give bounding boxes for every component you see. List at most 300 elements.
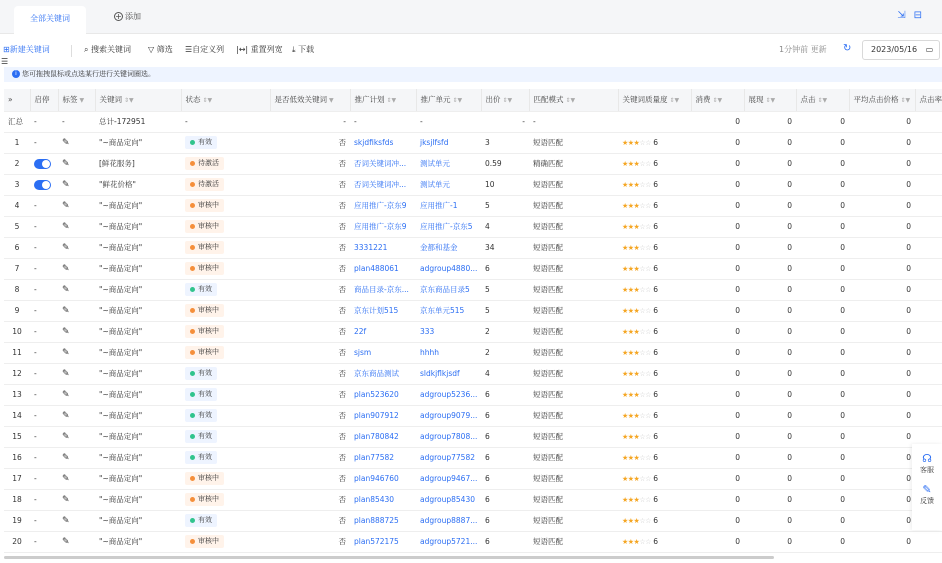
ctr-cell xyxy=(915,363,942,384)
tag-cell[interactable] xyxy=(58,363,95,384)
tag-icon[interactable]: ✎ xyxy=(62,137,70,148)
filter-icon: ▽ xyxy=(148,45,157,54)
toggle-cell: - xyxy=(30,279,58,300)
table-row[interactable] xyxy=(4,132,942,153)
toggle-cell: - xyxy=(30,426,58,447)
refresh-icon[interactable]: ↻ xyxy=(843,43,852,54)
click-cell: 0 xyxy=(796,174,849,195)
status-dot xyxy=(190,308,195,313)
row-number: 15 xyxy=(4,426,30,447)
table-row[interactable] xyxy=(4,468,942,489)
plan-link[interactable]: plan780842 xyxy=(350,426,416,447)
keyword-cell: "~商品定向" xyxy=(95,363,181,384)
quality-stars: ★★★☆☆ xyxy=(622,202,651,210)
avg-click-price-cell: 0 xyxy=(849,195,915,216)
column-header[interactable]: 点击率 xyxy=(915,89,942,111)
ctr-cell xyxy=(915,342,942,363)
table-row[interactable] xyxy=(4,363,942,384)
low-efficiency-cell: 否 xyxy=(270,153,350,174)
show-cell: 0 xyxy=(744,363,796,384)
click-cell: 0 xyxy=(796,510,849,531)
bid-cell[interactable]: 0.59 xyxy=(481,153,529,174)
plan-link[interactable]: plan946760 xyxy=(350,468,416,489)
table-row[interactable] xyxy=(4,237,942,258)
tag-cell[interactable] xyxy=(58,384,95,405)
quality-stars: ★★★☆☆ xyxy=(622,223,651,231)
plan-link[interactable]: plan572175 xyxy=(350,531,416,552)
unit-link[interactable]: 京东单元515 xyxy=(416,300,481,321)
low-efficiency-cell: 否 xyxy=(270,384,350,405)
status-cell xyxy=(181,447,270,468)
show-cell: 0 xyxy=(744,153,796,174)
quality-cell xyxy=(618,510,691,531)
enable-toggle[interactable] xyxy=(34,159,51,169)
bid-cell[interactable]: 6 xyxy=(481,510,529,531)
plan-link[interactable]: plan77582 xyxy=(350,447,416,468)
match-cell: 短语匹配 xyxy=(529,426,618,447)
status-dot xyxy=(190,203,195,208)
bid-cell[interactable]: 6 xyxy=(481,447,529,468)
sort-icon[interactable]: ⇕▼ xyxy=(900,96,911,104)
status-text: 审核中 xyxy=(198,327,219,335)
click-cell: 0 xyxy=(796,216,849,237)
tag-cell[interactable] xyxy=(58,174,95,195)
quality-stars: ★★★☆☆ xyxy=(622,244,651,252)
tag-icon[interactable]: ✎ xyxy=(62,410,70,421)
tag-cell[interactable] xyxy=(58,195,95,216)
bid-cell[interactable]: 6 xyxy=(481,258,529,279)
quality-cell xyxy=(618,531,691,552)
bid-cell[interactable]: 4 xyxy=(481,216,529,237)
feedback-button[interactable] xyxy=(912,483,942,506)
keyword-cell: "~商品定向" xyxy=(95,510,181,531)
tag-icon[interactable]: ✎ xyxy=(62,536,70,547)
status-cell xyxy=(181,363,270,384)
toggle-cell[interactable] xyxy=(30,153,58,174)
column-header[interactable]: 是否低效关键词 ▼ xyxy=(270,89,350,111)
table-row[interactable] xyxy=(4,153,942,174)
bid-cell[interactable]: 6 xyxy=(481,531,529,552)
unit-link[interactable]: adgroup5236... xyxy=(416,384,481,405)
filter-label: 筛选 xyxy=(156,45,173,54)
quality-value: 6 xyxy=(653,495,659,504)
keyword-cell: "~商品定向" xyxy=(95,468,181,489)
tag-icon[interactable]: ✎ xyxy=(62,284,70,295)
plan-link[interactable]: 京东商品测试 xyxy=(350,363,416,384)
tag-icon[interactable]: ✎ xyxy=(62,431,70,442)
tag-cell[interactable] xyxy=(58,531,95,552)
column-header[interactable]: 标签 ▼ xyxy=(58,89,95,111)
column-header[interactable]: 关键词 ⇕▼ xyxy=(95,89,181,111)
plan-link[interactable]: 否词关键词冲... xyxy=(350,153,416,174)
bid-cell[interactable]: 5 xyxy=(481,195,529,216)
sort-icon[interactable]: ⇕▼ xyxy=(386,97,397,105)
consume-cell: 0 xyxy=(691,174,744,195)
click-cell: 0 xyxy=(796,342,849,363)
low-efficiency-cell: 否 xyxy=(270,531,350,552)
consume-cell: 0 xyxy=(691,342,744,363)
match-cell: 短语匹配 xyxy=(529,531,618,552)
row-number: 18 xyxy=(4,489,30,510)
unit-link[interactable]: 333 xyxy=(416,321,481,342)
tag-icon[interactable]: ✎ xyxy=(62,179,70,190)
sort-icon[interactable]: ⇕▼ xyxy=(202,97,213,105)
tag-icon[interactable]: ✎ xyxy=(62,347,70,358)
consume-cell: 0 xyxy=(691,300,744,321)
quality-value: 6 xyxy=(653,243,659,252)
service-label: 客服 xyxy=(920,466,934,474)
avg-click-price-cell: 0 xyxy=(849,468,915,489)
quality-cell xyxy=(618,447,691,468)
table-row[interactable] xyxy=(4,195,942,216)
toggle-cell[interactable] xyxy=(30,174,58,195)
new-keyword-button[interactable] xyxy=(3,44,50,55)
table-row[interactable] xyxy=(4,426,942,447)
bid-cell[interactable]: 2 xyxy=(481,321,529,342)
tag-icon[interactable]: ✎ xyxy=(62,326,70,337)
keyword-cell: "~商品定向" xyxy=(95,132,181,153)
tag-cell[interactable] xyxy=(58,342,95,363)
sort-icon[interactable]: ⇕▼ xyxy=(124,97,134,105)
unit-link[interactable]: adgroup4880... xyxy=(416,258,481,279)
keyword-cell: "~商品定向" xyxy=(95,216,181,237)
quality-cell xyxy=(618,363,691,384)
toggle-cell: - xyxy=(30,405,58,426)
status-dot xyxy=(190,497,195,502)
show-cell: 0 xyxy=(744,468,796,489)
tag-cell[interactable] xyxy=(58,405,95,426)
column-header[interactable]: 出价 ⇕▼ xyxy=(481,89,529,111)
low-efficiency-cell: 否 xyxy=(270,468,350,489)
bid-cell[interactable]: 5 xyxy=(481,300,529,321)
bid-cell[interactable]: 6 xyxy=(481,405,529,426)
quality-value: 6 xyxy=(653,180,659,189)
status-dot xyxy=(190,434,195,439)
tag-icon[interactable]: ✎ xyxy=(62,368,70,379)
row-number: 20 xyxy=(4,531,30,552)
info-icon: i xyxy=(12,70,20,78)
ctr-cell xyxy=(915,405,942,426)
unit-link[interactable]: adgroup77582 xyxy=(416,447,481,468)
avg-click-price-cell: 0 xyxy=(849,321,915,342)
quality-stars: ★★★☆☆ xyxy=(622,139,651,147)
download-button[interactable] xyxy=(292,44,314,55)
low-efficiency-cell: 否 xyxy=(270,258,350,279)
show-cell: 0 xyxy=(744,300,796,321)
filter-icon[interactable]: ▼ xyxy=(79,97,85,105)
collapse-icon[interactable]: ⇲ xyxy=(897,10,914,21)
column-header: 启停 xyxy=(30,89,58,111)
match-cell: 短语匹配 xyxy=(529,405,618,426)
bid-cell[interactable]: 6 xyxy=(481,489,529,510)
tag-icon[interactable]: ✎ xyxy=(62,242,70,253)
tag-cell[interactable] xyxy=(58,447,95,468)
bid-cell[interactable]: 34 xyxy=(481,237,529,258)
tag-cell[interactable] xyxy=(58,237,95,258)
status-text: 审核中 xyxy=(198,243,219,251)
tag-icon[interactable]: ✎ xyxy=(62,221,70,232)
summary-low: - xyxy=(270,111,350,132)
summary-avg: 0 xyxy=(849,111,915,132)
plan-link[interactable]: plan488061 xyxy=(350,258,416,279)
tag-cell[interactable] xyxy=(58,258,95,279)
notice-text: 您可拖拽鼠标或点选某行进行关键词圈选。 xyxy=(22,70,155,78)
status-badge xyxy=(185,199,224,212)
custom-columns-button[interactable] xyxy=(185,44,224,55)
show-cell: 0 xyxy=(744,195,796,216)
table-row[interactable] xyxy=(4,216,942,237)
keyword-cell: "~商品定向" xyxy=(95,489,181,510)
plan-link[interactable]: 3331221 xyxy=(350,237,416,258)
bid-cell[interactable]: 5 xyxy=(481,279,529,300)
table-row[interactable] xyxy=(4,489,942,510)
quality-stars: ★★★☆☆ xyxy=(622,454,651,462)
click-cell: 0 xyxy=(796,300,849,321)
date-picker[interactable] xyxy=(862,40,940,60)
avg-click-price-cell: 0 xyxy=(849,489,915,510)
unit-link[interactable]: 测试单元 xyxy=(416,174,481,195)
menu-icon[interactable]: ☰ xyxy=(1,57,9,66)
row-number: 10 xyxy=(4,321,30,342)
unit-link[interactable]: sldkjflkjsdf xyxy=(416,363,481,384)
column-header[interactable]: 平均点击价格 ⇕▼ xyxy=(849,89,915,111)
plan-link[interactable]: plan85430 xyxy=(350,489,416,510)
resize-icon: |↔| xyxy=(236,45,251,54)
tag-cell[interactable] xyxy=(58,510,95,531)
quality-stars: ★★★☆☆ xyxy=(622,538,651,546)
tag-cell[interactable] xyxy=(58,468,95,489)
plan-link[interactable]: 应用推广-京东9 xyxy=(350,216,416,237)
consume-cell: 0 xyxy=(691,447,744,468)
add-tab-label: 添加 xyxy=(125,12,141,21)
show-cell: 0 xyxy=(744,237,796,258)
status-badge xyxy=(185,493,224,506)
click-cell: 0 xyxy=(796,384,849,405)
table-row[interactable] xyxy=(4,384,942,405)
show-cell: 0 xyxy=(744,405,796,426)
table-row[interactable] xyxy=(4,510,942,531)
tab-all-keywords[interactable]: 全部关键词 xyxy=(14,6,86,34)
unit-link[interactable]: 测试单元 xyxy=(416,153,481,174)
bid-cell[interactable]: 2 xyxy=(481,342,529,363)
match-cell: 短语匹配 xyxy=(529,132,618,153)
column-header[interactable]: 匹配模式 ⇕▼ xyxy=(529,89,618,111)
search-label: 搜索关键词 xyxy=(91,45,132,54)
click-cell: 0 xyxy=(796,258,849,279)
tag-icon[interactable]: ✎ xyxy=(62,389,70,400)
unit-link[interactable]: 京东商品目录5 xyxy=(416,279,481,300)
filter-button[interactable] xyxy=(148,44,173,55)
bid-cell[interactable]: 4 xyxy=(481,363,529,384)
sort-icon[interactable]: ⇕▼ xyxy=(502,97,513,105)
unit-link[interactable]: adgroup7808... xyxy=(416,426,481,447)
keyword-table xyxy=(4,89,942,553)
status-dot xyxy=(190,476,195,481)
toggle-cell: - xyxy=(30,237,58,258)
unit-link[interactable]: adgroup85430 xyxy=(416,489,481,510)
tag-cell[interactable] xyxy=(58,132,95,153)
sort-icon[interactable]: ⇕▼ xyxy=(452,97,463,105)
match-cell: 短语匹配 xyxy=(529,468,618,489)
tag-icon[interactable]: ✎ xyxy=(62,263,70,274)
unit-link[interactable]: adgroup9079... xyxy=(416,405,481,426)
keyword-cell: "~商品定向" xyxy=(95,300,181,321)
plan-link[interactable]: plan523620 xyxy=(350,384,416,405)
column-header[interactable]: 点击 ⇕▼ xyxy=(796,89,849,111)
window-controls[interactable] xyxy=(897,10,930,21)
tag-cell[interactable] xyxy=(58,153,95,174)
status-text: 有效 xyxy=(198,516,212,524)
table-row[interactable] xyxy=(4,405,942,426)
click-cell: 0 xyxy=(796,321,849,342)
add-tab-button[interactable] xyxy=(114,11,141,22)
low-efficiency-cell: 否 xyxy=(270,489,350,510)
quality-stars: ★★★☆☆ xyxy=(622,517,651,525)
plan-link[interactable]: 否词关键词冲... xyxy=(350,174,416,195)
low-efficiency-cell: 否 xyxy=(270,279,350,300)
keyword-cell: "~商品定向" xyxy=(95,195,181,216)
table-row[interactable] xyxy=(4,342,942,363)
bid-cell[interactable]: 6 xyxy=(481,426,529,447)
quality-value: 6 xyxy=(653,537,659,546)
tag-icon[interactable]: ✎ xyxy=(62,515,70,526)
unit-link[interactable]: adgroup8887... xyxy=(416,510,481,531)
ctr-cell xyxy=(915,279,942,300)
table-row[interactable] xyxy=(4,174,942,195)
quality-cell xyxy=(618,342,691,363)
column-header[interactable]: 消费 ⇕▼ xyxy=(691,89,744,111)
plan-link[interactable]: 应用推广-京东9 xyxy=(350,195,416,216)
unit-link[interactable]: jksjlfsfd xyxy=(416,132,481,153)
service-button[interactable] xyxy=(912,452,942,475)
tag-icon[interactable]: ✎ xyxy=(62,452,70,463)
download-icon: ⤓ xyxy=(292,45,299,54)
tag-icon[interactable]: ✎ xyxy=(62,305,70,316)
match-cell: 短语匹配 xyxy=(529,216,618,237)
click-cell: 0 xyxy=(796,153,849,174)
tag-icon[interactable]: ✎ xyxy=(62,200,70,211)
unit-link[interactable]: 应用推广-1 xyxy=(416,195,481,216)
avg-click-price-cell: 0 xyxy=(849,216,915,237)
plan-link[interactable]: 京东计划515 xyxy=(350,300,416,321)
consume-cell: 0 xyxy=(691,216,744,237)
consume-cell: 0 xyxy=(691,237,744,258)
keyword-cell: "~商品定向" xyxy=(95,258,181,279)
table-row[interactable] xyxy=(4,279,942,300)
sort-icon[interactable]: ⇕▼ xyxy=(565,97,576,105)
reset-width-button[interactable] xyxy=(236,44,283,55)
keyword-cell: "~商品定向" xyxy=(95,384,181,405)
toggle-cell: - xyxy=(30,468,58,489)
tag-cell[interactable] xyxy=(58,426,95,447)
table-row[interactable] xyxy=(4,531,942,552)
show-cell: 0 xyxy=(744,447,796,468)
quality-cell xyxy=(618,426,691,447)
sort-icon[interactable]: ⇕▼ xyxy=(817,97,828,105)
quality-value: 6 xyxy=(653,306,659,315)
tag-cell[interactable] xyxy=(58,216,95,237)
show-cell: 0 xyxy=(744,279,796,300)
toggle-cell: - xyxy=(30,447,58,468)
tag-icon[interactable]: ✎ xyxy=(62,158,70,169)
edit-icon: ✎ xyxy=(922,483,932,496)
show-cell: 0 xyxy=(744,216,796,237)
table-row[interactable] xyxy=(4,300,942,321)
tag-icon[interactable]: ✎ xyxy=(62,494,70,505)
consume-cell: 0 xyxy=(691,489,744,510)
toggle-cell: - xyxy=(30,363,58,384)
column-header[interactable]: 推广单元 ⇕▼ xyxy=(416,89,481,111)
unit-link[interactable]: adgroup5721... xyxy=(416,531,481,552)
plan-link[interactable]: 22f xyxy=(350,321,416,342)
expand-column-header[interactable]: » xyxy=(4,89,30,111)
enable-toggle[interactable] xyxy=(34,180,51,190)
bid-cell[interactable]: 6 xyxy=(481,384,529,405)
table-row[interactable] xyxy=(4,447,942,468)
tag-cell[interactable] xyxy=(58,489,95,510)
plan-link[interactable]: sjsm xyxy=(350,342,416,363)
layout-icon[interactable]: ⊟ xyxy=(913,10,930,21)
status-text: 审核中 xyxy=(198,537,219,545)
tag-cell[interactable] xyxy=(58,279,95,300)
quality-cell xyxy=(618,405,691,426)
unit-link[interactable]: adgroup9467... xyxy=(416,468,481,489)
tag-cell[interactable] xyxy=(58,300,95,321)
search-icon: ⌕ xyxy=(84,45,92,54)
unit-link[interactable]: 金都和基金 xyxy=(416,237,481,258)
bid-cell[interactable]: 10 xyxy=(481,174,529,195)
status-badge xyxy=(185,262,224,275)
quality-stars: ★★★☆☆ xyxy=(622,475,651,483)
column-header[interactable]: 状态 ⇕▼ xyxy=(181,89,270,111)
tag-cell[interactable] xyxy=(58,321,95,342)
column-header[interactable]: 展现 ⇕▼ xyxy=(744,89,796,111)
list-icon: ☰ xyxy=(185,45,193,54)
horizontal-scrollbar[interactable] xyxy=(4,556,774,559)
table-row[interactable] xyxy=(4,258,942,279)
table-row[interactable] xyxy=(4,321,942,342)
status-cell xyxy=(181,489,270,510)
sort-icon[interactable]: ⇕▼ xyxy=(712,97,723,105)
status-dot xyxy=(190,140,195,145)
status-cell xyxy=(181,384,270,405)
tag-icon[interactable]: ✎ xyxy=(62,473,70,484)
bid-cell[interactable]: 6 xyxy=(481,468,529,489)
filter-icon[interactable]: ▼ xyxy=(329,97,334,105)
summary-row xyxy=(4,111,942,132)
status-cell xyxy=(181,153,270,174)
row-number: 2 xyxy=(4,153,30,174)
column-header[interactable]: 推广计划 ⇕▼ xyxy=(350,89,416,111)
status-dot xyxy=(190,350,195,355)
sort-icon[interactable]: ⇕▼ xyxy=(765,97,776,105)
status-text: 有效 xyxy=(198,390,212,398)
unit-link[interactable]: 应用推广-京东5 xyxy=(416,216,481,237)
date-value: 2023/05/16 xyxy=(871,45,918,54)
plan-link[interactable]: plan907912 xyxy=(350,405,416,426)
bid-cell[interactable]: 3 xyxy=(481,132,529,153)
sort-icon[interactable]: ⇕▼ xyxy=(669,97,680,105)
unit-link[interactable]: hhhh xyxy=(416,342,481,363)
plan-link[interactable]: skjdfiksfds xyxy=(350,132,416,153)
plan-link[interactable]: plan888725 xyxy=(350,510,416,531)
plan-link[interactable]: 商品目录-京东... xyxy=(350,279,416,300)
column-header[interactable]: 关键词质量度 ⇕▼ xyxy=(618,89,691,111)
match-cell: 短语匹配 xyxy=(529,384,618,405)
quality-stars: ★★★☆☆ xyxy=(622,286,651,294)
avg-click-price-cell: 0 xyxy=(849,153,915,174)
search-keyword-button[interactable] xyxy=(84,44,131,55)
